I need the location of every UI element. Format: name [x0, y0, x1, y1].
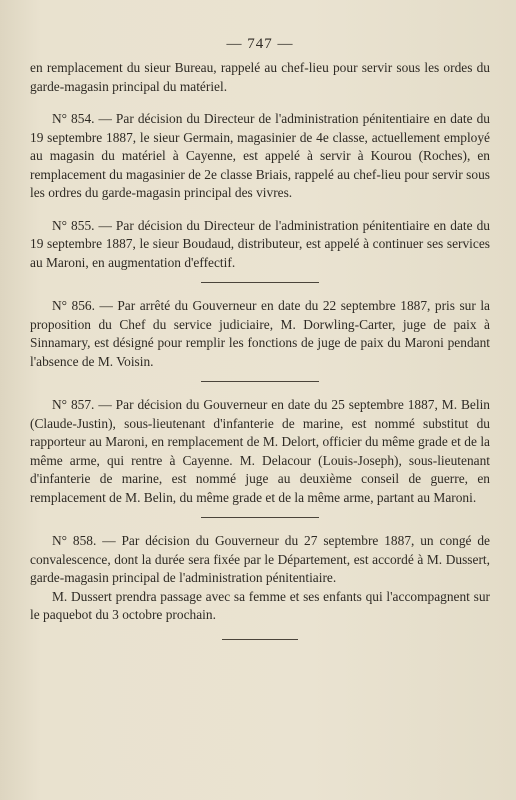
paragraph-858: N° 858. — Par décision du Gouverneur du 27 septembre 1887, un congé de convalescence, dont la durée sera fixée par le Département, est accordé à M. Dussert, garde-magasin principal de l'administration pénitentiaire. — [30, 533, 490, 585]
paragraph-856: N° 856. — Par arrêté du Gouverneur en date du 22 septembre 1887, pris sur la proposition du Chef du service judiciaire, M. Dorwling-Carter, juge de paix à Sinnamary, est désigné pour remplir les fonctions de juge de paix du Maroni pendant l'absence de M. Voisin. — [30, 298, 490, 369]
paragraph-854: N° 854. — Par décision du Directeur de l'administration pénitentiaire en date du 19 septembre 1887, le sieur Germain, magasinier de 4e classe, actuellement employé au magasin du matériel à Cayenne, est appelé à servir à Kourou (Roches), en remplacement du magasinier de 2e classe Briais, rappelé au chef-lieu pour servir sous les ordres du garde-magasin principal des vivres. — [30, 111, 490, 200]
page-number: — 747 — — [226, 36, 294, 52]
paragraph-857: N° 857. — Par décision du Gouverneur en date du 25 septembre 1887, M. Belin (Claude-Justin), sous-lieutenant d'infanterie de marine, est nommé substitut du rapporteur au Maroni, en remplacement de M. Delort, officier du même grade et de la même arme, qui rentre à Cayenne. M. Delacour (Louis-Joseph), sous-lieutenant d'infanterie de marine, est nommé juge au deuxième conseil de guerre, en remplacement de M. Belin, du même grade et de la même arme, partant au Maroni. — [30, 397, 490, 505]
section-divider — [222, 639, 298, 640]
paragraph-continuation: en remplacement du sieur Bureau, rappelé au chef-lieu pour servir sous les ordes du garde-magasin principal du matériel. — [30, 60, 490, 94]
paragraph-858-continuation: M. Dussert prendra passage avec sa femme et ses enfants qui l'accompagnent sur le paquebot du 3 octobre prochain. — [30, 588, 490, 622]
paragraph-855: N° 855. — Par décision du Directeur de l'administration pénitentiaire en date du 19 septembre 1887, le sieur Boudaud, distributeur, est appelé à continuer ses services au Maroni, en augmentation d'effectif. — [30, 217, 490, 270]
